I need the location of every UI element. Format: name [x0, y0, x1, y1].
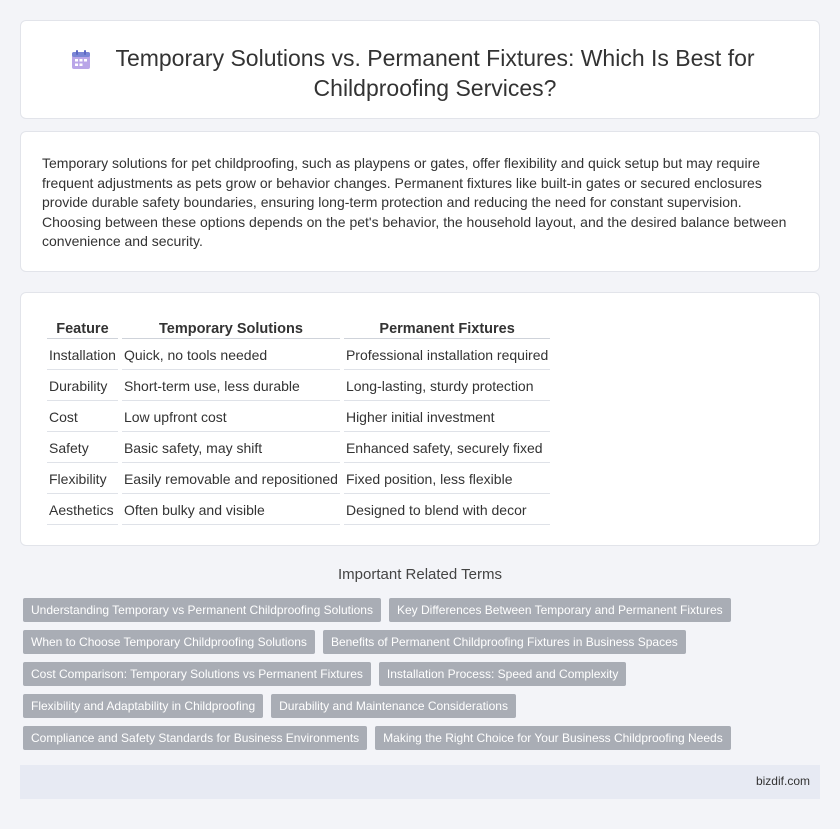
table-cell: Flexibility: [47, 465, 118, 494]
table-row: [47, 496, 550, 525]
table-cell: Durability: [47, 372, 118, 401]
table-cell: Basic safety, may shift: [122, 434, 340, 463]
summary-card: [20, 131, 820, 272]
table-cell: Professional installation required: [344, 341, 550, 370]
table-cell: Cost: [47, 403, 118, 432]
related-term-link[interactable]: Installation Process: Speed and Complexity: [379, 662, 626, 686]
tag-row: [23, 726, 813, 750]
table-cell: Fixed position, less flexible: [344, 465, 550, 494]
table-header-row: [47, 315, 550, 339]
table-cell: Low upfront cost: [122, 403, 340, 432]
table-row: [47, 434, 550, 463]
related-term-link[interactable]: Benefits of Permanent Childproofing Fixtures in Business Spaces: [323, 630, 686, 654]
tag-row: [23, 662, 813, 686]
related-term-link[interactable]: Compliance and Safety Standards for Business Environments: [23, 726, 367, 750]
related-term-link[interactable]: Understanding Temporary vs Permanent Childproofing Solutions: [23, 598, 381, 622]
table-cell: Designed to blend with decor: [344, 496, 550, 525]
summary-text: Temporary solutions for pet childproofing, such as playpens or gates, offer flexibility and quick setup but may require frequent adjustments as pets grow or behavior changes. Permanent fixtures like built-in gates or secured enclosures provide durable safety boundaries, ensuring long-term protection and reducing the need for constant supervision. Choosing between these options depends on the pet's behavior, the household layout, and the desired balance between convenience and security.: [42, 155, 787, 250]
footer: [20, 765, 820, 799]
tag-row: [23, 694, 813, 718]
table-row: [47, 341, 550, 370]
table-cell: Higher initial investment: [344, 403, 550, 432]
related-term-link[interactable]: Cost Comparison: Temporary Solutions vs Permanent Fixtures: [23, 662, 371, 686]
column-header-feature: Feature: [47, 315, 118, 339]
related-terms-list: [23, 598, 813, 758]
table-cell: Aesthetics: [47, 496, 118, 525]
table-cell: Quick, no tools needed: [122, 341, 340, 370]
table-row: [47, 465, 550, 494]
title-card: [20, 20, 820, 119]
column-header-temporary: Temporary Solutions: [122, 315, 340, 339]
comparison-table-card: [20, 292, 820, 546]
table-row: [47, 403, 550, 432]
table-cell: Safety: [47, 434, 118, 463]
page-title: Temporary Solutions vs. Permanent Fixtures: Which Is Best for Childproofing Services?: [115, 45, 755, 101]
table-cell: Enhanced safety, securely fixed: [344, 434, 550, 463]
column-header-permanent: Permanent Fixtures: [344, 315, 550, 339]
footer-site-name[interactable]: bizdif.com: [755, 774, 810, 788]
related-term-link[interactable]: Key Differences Between Temporary and Permanent Fixtures: [389, 598, 731, 622]
related-term-link[interactable]: Durability and Maintenance Considerations: [271, 694, 516, 718]
related-terms-heading: Important Related Terms: [338, 566, 502, 583]
table-cell: Installation: [47, 341, 118, 370]
tag-row: [23, 598, 813, 622]
table-row: [47, 372, 550, 401]
comparison-table: [43, 313, 554, 527]
related-term-link[interactable]: Flexibility and Adaptability in Childproofing: [23, 694, 263, 718]
related-term-link[interactable]: When to Choose Temporary Childproofing Solutions: [23, 630, 315, 654]
related-term-link[interactable]: Making the Right Choice for Your Business Childproofing Needs: [375, 726, 731, 750]
table-cell: Easily removable and repositioned: [122, 465, 340, 494]
table-cell: Often bulky and visible: [122, 496, 340, 525]
tag-row: [23, 630, 813, 654]
table-cell: Short-term use, less durable: [122, 372, 340, 401]
table-cell: Long-lasting, sturdy protection: [344, 372, 550, 401]
